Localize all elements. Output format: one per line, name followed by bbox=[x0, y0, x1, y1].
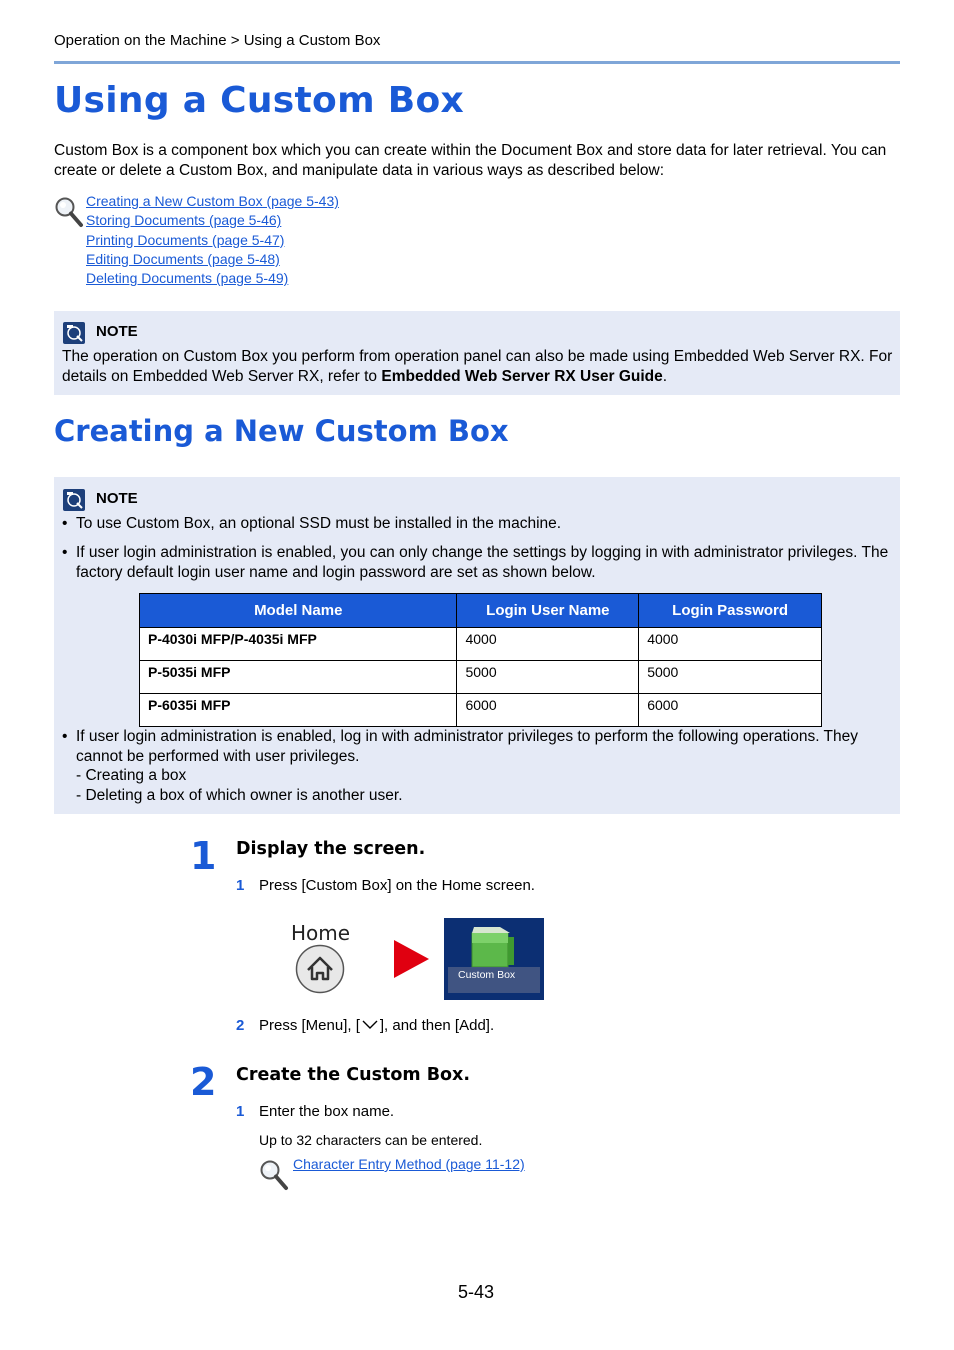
header-rule bbox=[54, 61, 900, 64]
table-row bbox=[140, 694, 822, 727]
custom-box-label: Custom Box bbox=[458, 969, 516, 981]
column-header: Login Password bbox=[639, 594, 822, 628]
substep-number: 2 bbox=[236, 1017, 245, 1034]
table-cell: 4000 bbox=[457, 628, 639, 661]
link-creating-new-custom-box[interactable]: Creating a New Custom Box (page 5-43) bbox=[86, 193, 339, 209]
substep-text: Enter the box name. bbox=[259, 1103, 395, 1120]
substep-number: 1 bbox=[236, 877, 245, 894]
step-title: Display the screen. bbox=[236, 839, 426, 859]
play-arrow-icon bbox=[394, 940, 430, 983]
section-title: Creating a New Custom Box bbox=[54, 414, 509, 448]
column-header: Model Name bbox=[140, 594, 457, 628]
table-row bbox=[140, 628, 822, 661]
substep-number: 1 bbox=[236, 1103, 245, 1120]
link-character-entry-method[interactable]: Character Entry Method (page 11-12) bbox=[293, 1156, 525, 1172]
list-item: • If user login administration is enabled, you can only change the settings by logging in with administrator privileges. The factory default login user name and login password are set as shown below. bbox=[62, 544, 889, 581]
link-deleting-documents[interactable]: Deleting Documents (page 5-49) bbox=[86, 270, 289, 287]
table-cell: 6000 bbox=[639, 694, 822, 727]
substep-detail: Up to 32 characters can be entered. bbox=[259, 1132, 483, 1148]
home-label: Home bbox=[291, 921, 351, 945]
table-cell: P-5035i MFP bbox=[140, 661, 457, 694]
table-cell: 5000 bbox=[639, 661, 822, 694]
note-text: The operation on Custom Box you perform from operation panel can also be made using Embedded Web Server RX. For details on Embedded Web Server RX, refer to Embedded Web Server RX User Guide. bbox=[62, 348, 893, 385]
link-storing-documents[interactable]: Storing Documents (page 5-46) bbox=[86, 212, 282, 229]
breadcrumb: Operation on the Machine > Using a Custom Box bbox=[54, 32, 381, 49]
substep-text: Press [Menu], [ ], and then [Add]. bbox=[259, 1017, 495, 1034]
table-cell: 4000 bbox=[639, 628, 822, 661]
chevron-down-icon bbox=[360, 1017, 380, 1035]
table-cell: 6000 bbox=[457, 694, 639, 727]
substep-text: Press [Custom Box] on the Home screen. bbox=[259, 877, 535, 894]
page-number: 5-43 bbox=[458, 1282, 495, 1302]
home-icon[interactable] bbox=[295, 944, 345, 999]
list-item: • If user login administration is enabled, log in with administrator privileges to perform the following operations. They cannot be performed with user privileges. - Creating a box - Deleting a box of which owner is another user. bbox=[62, 728, 859, 804]
page-title: Using a Custom Box bbox=[54, 80, 465, 121]
step-number: 2 bbox=[190, 1060, 217, 1104]
table-row bbox=[140, 661, 822, 694]
table-cell: P-6035i MFP bbox=[140, 694, 457, 727]
reference-link bbox=[293, 1156, 525, 1172]
link-editing-documents[interactable]: Editing Documents (page 5-48) bbox=[86, 250, 280, 267]
custom-box-button[interactable] bbox=[444, 918, 544, 1000]
column-header: Login User Name bbox=[457, 594, 639, 628]
note-icon bbox=[63, 322, 85, 344]
magnifier-icon bbox=[54, 196, 84, 233]
note-label: NOTE bbox=[96, 490, 138, 507]
table-header-row bbox=[140, 594, 822, 628]
intro-paragraph: Custom Box is a component box which you can create within the Document Box and store data for later retrieval. You can create or delete a Custom Box, and manipulate data in various ways as described below: bbox=[54, 142, 887, 179]
list-item: • To use Custom Box, an optional SSD must be installed in the machine. bbox=[62, 515, 562, 532]
step-number: 1 bbox=[190, 834, 217, 878]
note-box bbox=[54, 311, 900, 395]
note-label: NOTE bbox=[96, 323, 138, 340]
login-table bbox=[139, 593, 822, 727]
magnifier-icon bbox=[259, 1159, 289, 1196]
link-printing-documents[interactable]: Printing Documents (page 5-47) bbox=[86, 231, 285, 248]
table-cell: P-4030i MFP/P-4035i MFP bbox=[140, 628, 457, 661]
step-title: Create the Custom Box. bbox=[236, 1065, 470, 1085]
reference-links bbox=[86, 192, 339, 288]
note-icon bbox=[63, 489, 85, 511]
table-cell: 5000 bbox=[457, 661, 639, 694]
guide-name: Embedded Web Server RX User Guide bbox=[381, 368, 663, 385]
